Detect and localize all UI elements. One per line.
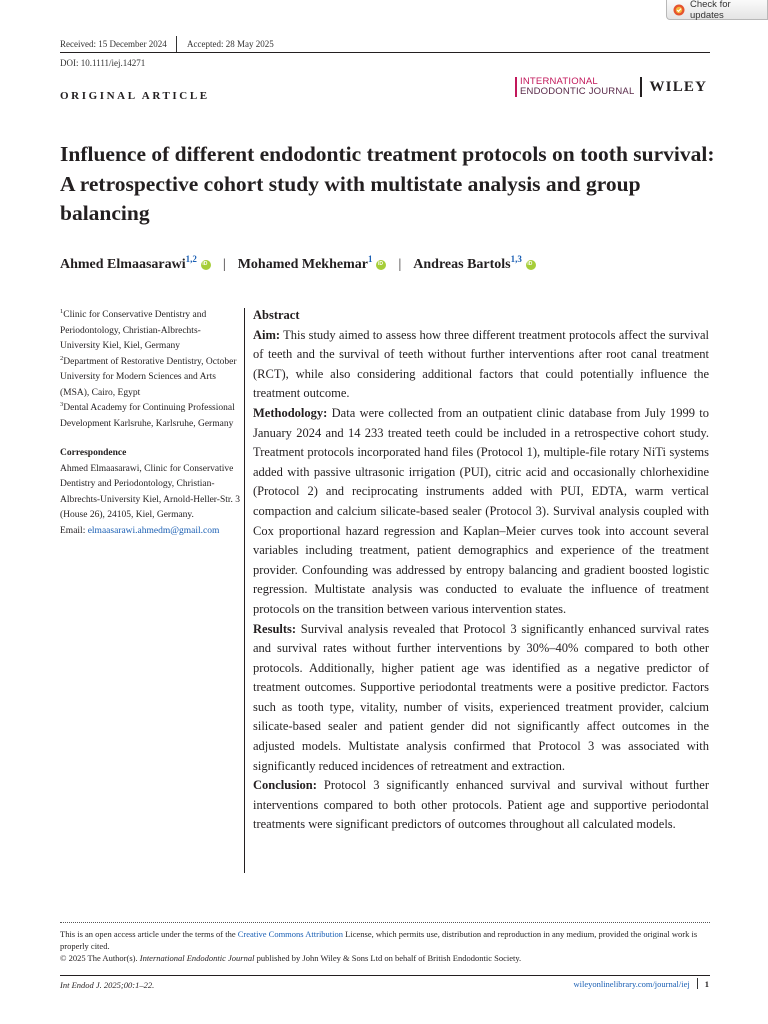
orcid-icon[interactable] bbox=[526, 260, 536, 270]
doi: DOI: 10.1111/iej.14271 bbox=[60, 58, 146, 68]
copyright-text: © 2025 The Author(s). bbox=[60, 953, 140, 964]
section-text: This study aimed to assess how three different treatment protocols affect the survival of teeth and the survival of teeth without further interventions after root canal treatment (RCT), while also considering additional factors that could potentially influence the treatment outcome. bbox=[253, 327, 710, 401]
license-text: This is an open access article under the terms of the bbox=[60, 929, 238, 939]
orcid-icon[interactable] bbox=[376, 260, 386, 270]
check-for-updates-button[interactable] bbox=[666, 0, 768, 20]
abstract-conclusion bbox=[253, 776, 709, 835]
section-text: Protocol 3 significantly enhanced survival and survival without further interventions compared to both other protocols. Patient age and supportive periodontal treatments were significant predictors of outcomes throughout all calculated models. bbox=[253, 778, 709, 832]
affiliation bbox=[60, 401, 240, 432]
section-label: Conclusion: bbox=[253, 778, 317, 793]
author[interactable] bbox=[237, 254, 373, 273]
page-number: 1 bbox=[704, 978, 709, 989]
author[interactable] bbox=[60, 254, 197, 273]
author-affiliation-ref[interactable]: 1,3 bbox=[510, 254, 522, 264]
journal-logo[interactable] bbox=[515, 76, 707, 98]
affiliation-number: 1 bbox=[60, 308, 64, 315]
affiliation-text: Department of Restorative Dentistry, October University for Modern Sciences and Arts (MSA), Cairo, Egypt bbox=[60, 356, 237, 398]
license-line bbox=[60, 928, 710, 952]
orcid-icon[interactable] bbox=[201, 260, 211, 270]
affiliation-text: Clinic for Conservative Dentistry and Periodontology, Christian-Albrechts-University Kiel, Kiel, Germany bbox=[60, 310, 207, 351]
publisher-logo: WILEY bbox=[649, 78, 708, 95]
article-title: Influence of different endodontic treatment protocols on tooth survival: A retrospective cohort study with multistate analysis and group balancing bbox=[60, 142, 715, 225]
abstract-methodology bbox=[253, 404, 709, 620]
affiliation bbox=[60, 355, 240, 402]
section-label: Aim: bbox=[253, 327, 281, 342]
email-link[interactable]: elmaasarawi.ahmedm@gmail.com bbox=[87, 525, 220, 536]
check-for-updates-label: Check for updates bbox=[690, 0, 731, 21]
accepted-date: Accepted: 28 May 2025 bbox=[187, 39, 274, 49]
affiliation-number: 2 bbox=[60, 354, 64, 362]
correspondence-email-line bbox=[60, 524, 240, 540]
footer-right bbox=[573, 978, 709, 989]
author-separator: | bbox=[222, 257, 226, 272]
author-name: Ahmed Elmaasarawi bbox=[60, 257, 186, 272]
author-affiliation-ref[interactable]: 1 bbox=[367, 254, 373, 264]
footer-dotted-rule bbox=[60, 922, 710, 923]
sidebar bbox=[60, 308, 240, 539]
author-affiliation-ref[interactable]: 1,2 bbox=[185, 254, 197, 264]
footer-divider bbox=[697, 978, 698, 989]
affiliation-number: 3 bbox=[60, 401, 64, 408]
citation: Int Endod J. 2025;00:1–22. bbox=[60, 980, 155, 990]
received-date: Received: 15 December 2024 bbox=[60, 39, 167, 49]
email-label: Email: bbox=[60, 525, 86, 536]
article-type: ORIGINAL ARTICLE bbox=[60, 90, 210, 102]
journal-url-link[interactable]: wileyonlinelibrary.com/journal/iej bbox=[573, 978, 690, 989]
journal-logo-bar bbox=[515, 77, 517, 97]
correspondence-heading: Correspondence bbox=[60, 448, 127, 458]
logo-divider bbox=[640, 77, 642, 97]
header-rule bbox=[60, 52, 710, 53]
journal-title: International Endodontic Journal bbox=[139, 953, 255, 964]
meta-divider bbox=[176, 36, 177, 52]
abstract-results bbox=[253, 620, 709, 777]
section-label: Methodology: bbox=[253, 405, 328, 420]
author[interactable] bbox=[413, 254, 522, 273]
journal-name bbox=[520, 77, 634, 97]
copyright-line bbox=[60, 952, 710, 964]
cc-license-link[interactable]: Creative Commons Attribution bbox=[237, 929, 344, 939]
abstract-rule bbox=[244, 308, 245, 873]
journal-name-line1: INTERNATIONAL bbox=[520, 76, 598, 87]
abstract bbox=[253, 306, 709, 835]
section-label: Results: bbox=[253, 621, 297, 636]
affiliation-text: Dental Academy for Continuing Professional Development Karlsruhe, Karlsruhe, Germany bbox=[60, 403, 235, 429]
author-name: Mohamed Mekhemar bbox=[237, 257, 368, 272]
check-updates-icon bbox=[673, 4, 685, 16]
correspondence-text: Ahmed Elmaasarawi, Clinic for Conservative Dentistry and Periodontology, Christian-Albrechts-University Kiel, Arnold-Heller-Str. 3 (House 26), 24105, Kiel, Germany. bbox=[60, 463, 241, 520]
section-text: Survival analysis revealed that Protocol 3 significantly enhanced survival rates and survival rates without further interventions by 30%–40% compared to both other protocols. Additionally, higher patient age was identified as a negative predictor of treatment outcomes. Supportive periodontal treatments were a positive predictor. Factors such as tooth type, vitality, number of visits, experienced treatment provider, calcium silicate-based sealer and patient gender did not significantly affect outcomes in the adjusted models. Multistate analysis confirmed that Protocol 3 was associated with significantly reduced incidences of retreatment and extraction. bbox=[253, 621, 710, 773]
affiliation bbox=[60, 308, 240, 355]
license-notice bbox=[60, 928, 710, 965]
author-list bbox=[60, 254, 536, 273]
author-separator: | bbox=[398, 257, 402, 272]
footer-rule bbox=[60, 975, 710, 976]
license-text: License, which permits use, distribution and reproduction in any medium, provided the original work is properly cited. bbox=[60, 929, 698, 952]
author-name: Andreas Bartols bbox=[413, 257, 511, 272]
journal-name-line2: ENDODONTIC JOURNAL bbox=[520, 86, 635, 97]
copyright-text: published by John Wiley & Sons Ltd on behalf of British Endodontic Society. bbox=[254, 953, 522, 964]
abstract-aim bbox=[253, 326, 709, 404]
abstract-heading: Abstract bbox=[253, 308, 300, 322]
section-text: Data were collected from an outpatient clinic database from July 1999 to January 2024 and 14 233 treated teeth could be included in a retrospective cohort study. Treatment protocols incorporated hand files (Protocol 1), multiple-file rotary NiTi systems added with passive ultrasonic irrigation (PUI), citric acid and occasionally chlorhexidine (Protocol 2) and reciprocating instruments added with PUI, EDTA, warm vertical compaction and calcium silicate-based sealer (Protocol 3). Survival analysis coupled with Cox proportional hazard regression and Kaplan–Meier curves took into account several variables including treatment, patient demographics and experience of the treatment provider. Confounding was addressed by entropy balancing and gradient boosted logistic regression. Multistate analysis was conducted to evaluate the influence of treatment protocols on the transition between various intervention states. bbox=[253, 405, 710, 616]
